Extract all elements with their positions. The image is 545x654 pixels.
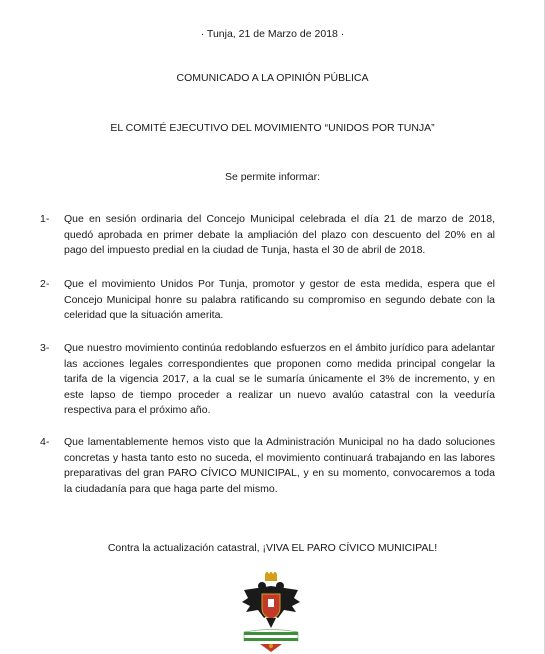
list-item (40, 435, 495, 497)
list-item-text: Que el movimiento Unidos Por Tunja, promotor y gestor de esta medida, espera que el Concejo Municipal honre su palabra ratificando su compromiso en segundo debate con la celeridad que la situación amerita. (64, 278, 495, 322)
list-item (40, 277, 495, 324)
list-item-text: Que nuestro movimiento continúa redoblando esfuerzos en el ámbito jurídico para adelantar las acciones legales correspondientes que proponen como medida principal congelar la tarifa de la vigencia 2017, a la cual se le sumaría únicamente el 3% de incremento, y en este lapso de tiempo proceder a realizar un nuevo avalúo catastral con la veeduría respectiva para el próximo año. (64, 342, 495, 417)
dateline: · Tunja, 21 de Marzo de 2018 · (200, 28, 345, 40)
document-title: COMUNICADO A LA OPINIÓN PÚBLICA (176, 72, 369, 84)
list-item-number: 4- (40, 436, 50, 448)
coat-of-arms-icon (240, 572, 302, 654)
document-subtitle: EL COMITÉ EJECUTIVO DEL MOVIMIENTO “UNIDOS POR TUNJA” (110, 122, 435, 134)
closing-statement: Contra la actualización catastral, ¡VIVA EL PARO CÍVICO MUNICIPAL! (107, 542, 438, 554)
intro-text: Se permite informar: (224, 171, 321, 183)
list-item (40, 212, 495, 259)
list-item-text: Que en sesión ordinaria del Concejo Municipal celebrada el día 21 de marzo de 2018, quedó aprobada en primer debate la ampliación del plazo con descuento del 20% en al pago del impuesto predial en la ciudad de Tunja, hasta el 30 de abril de 2018. (64, 213, 495, 257)
list-item (40, 341, 495, 419)
list-item-number: 3- (40, 342, 50, 354)
list-item-text: Que lamentablemente hemos visto que la Administración Municipal no ha dado soluciones concretas y hasta tanto esto no suceda, el movimiento continuará trabajando en las labores preparativas del gran PARO CÍVICO MUNICIPAL, y en su momento, convocaremos a toda la ciudadanía para que haga parte del mismo. (64, 436, 495, 495)
list-item-number: 2- (40, 278, 50, 290)
list-item-number: 1- (40, 213, 50, 225)
